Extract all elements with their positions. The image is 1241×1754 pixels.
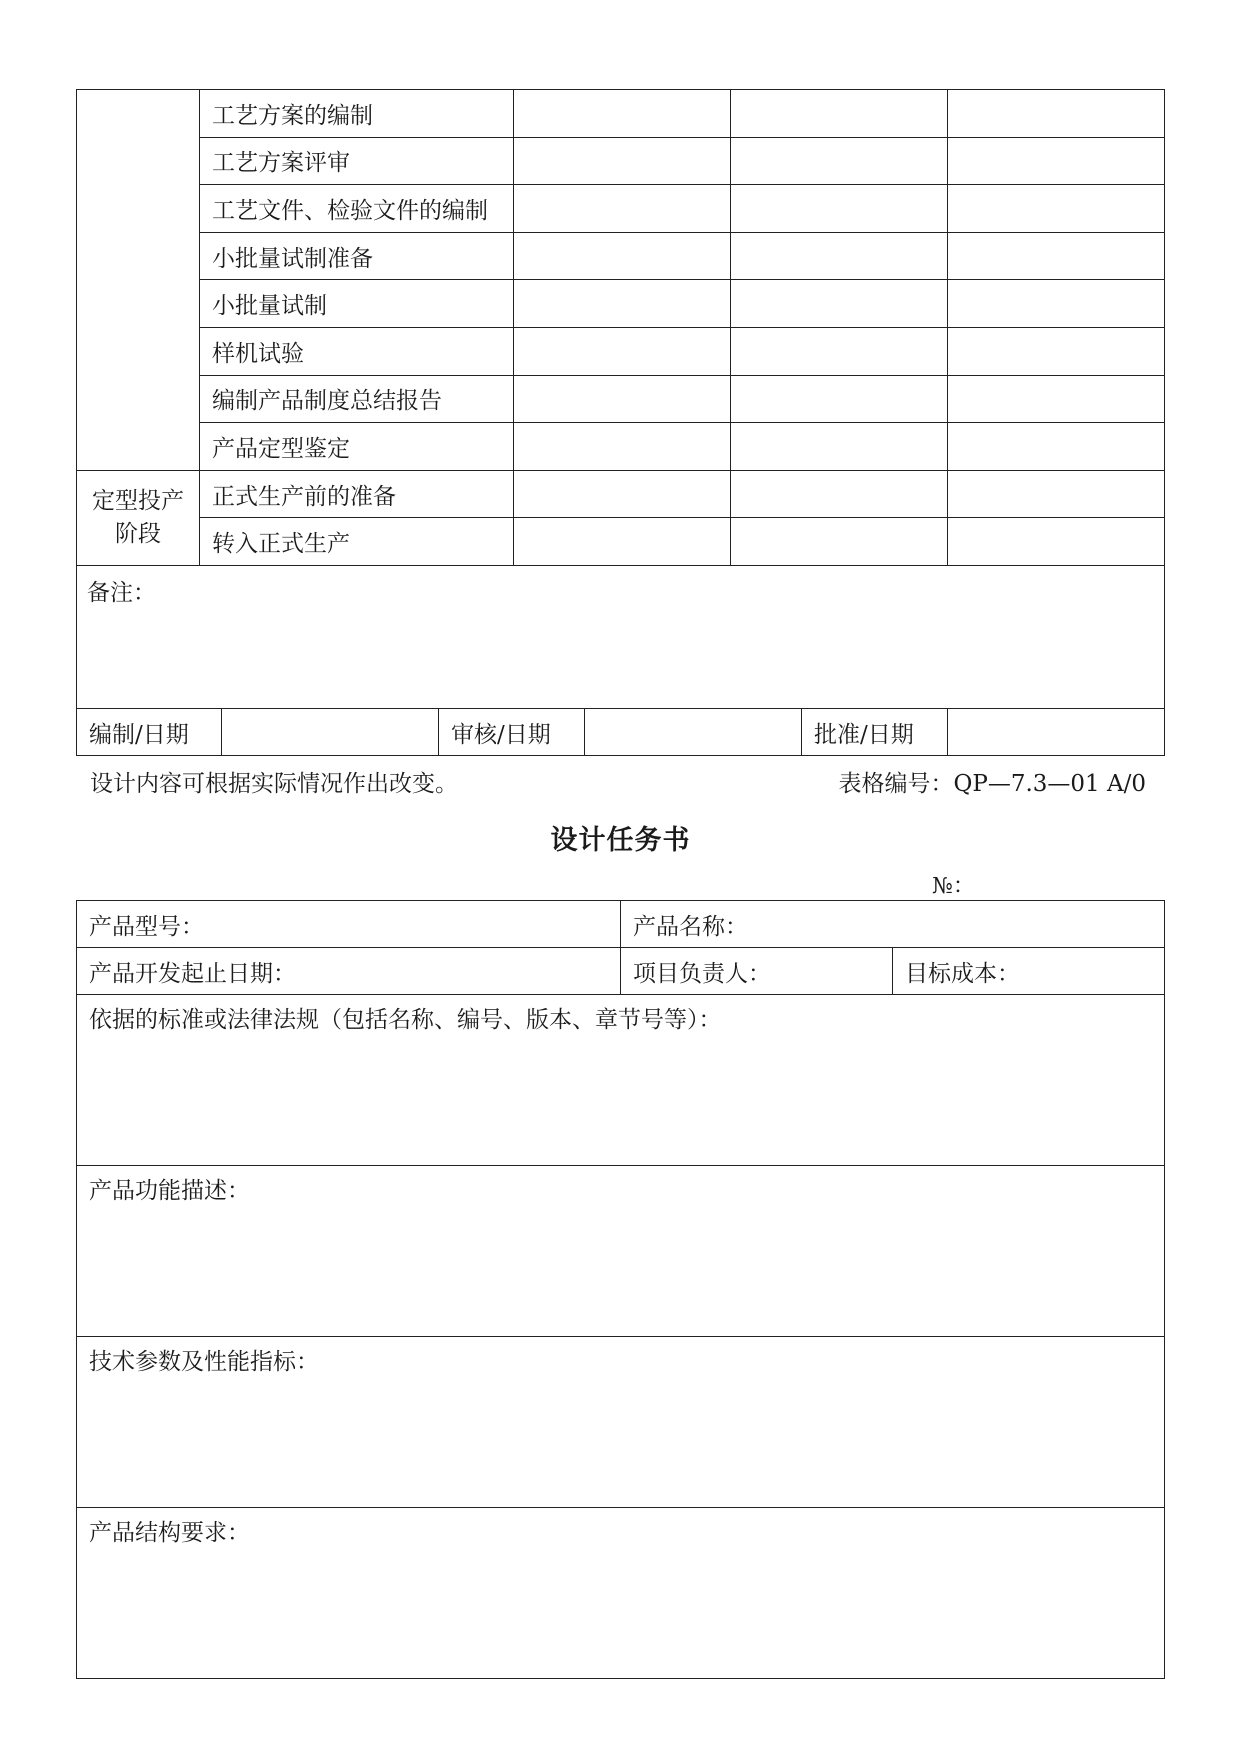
- input-cell[interactable]: [948, 375, 1165, 423]
- project-lead-field[interactable]: [621, 948, 893, 995]
- input-cell[interactable]: [514, 137, 731, 185]
- form-number: 表格编号：QP—7.3—01 A/0: [838, 771, 1146, 797]
- input-cell[interactable]: [948, 423, 1165, 471]
- reviewed-input[interactable]: [585, 709, 802, 756]
- input-cell[interactable]: [948, 327, 1165, 375]
- table-row: [77, 1337, 1165, 1508]
- target-cost-label: 目标成本：: [905, 960, 1020, 987]
- table-row: [77, 518, 1165, 566]
- table-row: [77, 375, 1165, 423]
- input-cell[interactable]: [948, 518, 1165, 566]
- input-cell[interactable]: [514, 185, 731, 233]
- input-cell[interactable]: [948, 470, 1165, 518]
- input-cell[interactable]: [514, 470, 731, 518]
- table-row: [77, 948, 1165, 995]
- input-cell[interactable]: [731, 185, 948, 233]
- remarks-label: 备注：: [87, 579, 156, 606]
- page-title: 设计任务书: [550, 825, 691, 856]
- task-label: 产品定型鉴定: [200, 423, 514, 471]
- task-label: 转入正式生产: [200, 518, 514, 566]
- task-label: 小批量试制: [200, 280, 514, 328]
- table-row: [77, 901, 1165, 948]
- remarks-row: [77, 565, 1165, 708]
- footnote-text: 设计内容可根据实际情况作出改变。: [90, 771, 458, 797]
- project-lead-label: 项目负责人：: [633, 960, 771, 987]
- table-row: [77, 1166, 1165, 1337]
- table-row: [77, 232, 1165, 280]
- input-cell[interactable]: [948, 90, 1165, 138]
- task-book-table: [76, 900, 1165, 1679]
- task-label: 样机试验: [200, 327, 514, 375]
- schedule-table: [76, 89, 1165, 709]
- table-row: [77, 709, 1165, 756]
- input-cell[interactable]: [948, 232, 1165, 280]
- product-model-field[interactable]: [77, 901, 621, 948]
- stage-label-text: 定型投产阶段: [92, 487, 184, 547]
- task-label: 工艺方案评审: [200, 137, 514, 185]
- product-name-field[interactable]: [621, 901, 1165, 948]
- table-row: [77, 280, 1165, 328]
- product-model-label: 产品型号：: [89, 913, 204, 940]
- table-row: [77, 185, 1165, 233]
- target-cost-field[interactable]: [893, 948, 1165, 995]
- number-label: №：: [932, 874, 975, 899]
- function-desc-field[interactable]: [77, 1166, 1165, 1337]
- input-cell[interactable]: [731, 470, 948, 518]
- input-cell[interactable]: [948, 185, 1165, 233]
- dev-dates-field[interactable]: [77, 948, 621, 995]
- function-desc-label: 产品功能描述：: [89, 1178, 250, 1204]
- approved-label: 批准/日期: [802, 709, 948, 756]
- table-row: [77, 137, 1165, 185]
- input-cell[interactable]: [731, 518, 948, 566]
- table-row: [77, 327, 1165, 375]
- dev-dates-label: 产品开发起止日期：: [89, 960, 296, 987]
- input-cell[interactable]: [514, 423, 731, 471]
- input-cell[interactable]: [731, 280, 948, 328]
- input-cell[interactable]: [514, 375, 731, 423]
- input-cell[interactable]: [514, 232, 731, 280]
- table-row: [77, 470, 1165, 518]
- prepared-label: 编制/日期: [77, 709, 222, 756]
- tech-params-label: 技术参数及性能指标：: [89, 1349, 319, 1375]
- task-label: 编制产品制度总结报告: [200, 375, 514, 423]
- input-cell[interactable]: [514, 518, 731, 566]
- input-cell[interactable]: [731, 423, 948, 471]
- table-row: [77, 1508, 1165, 1679]
- task-label: 工艺文件、检验文件的编制: [200, 185, 514, 233]
- stage-label-production: [77, 470, 200, 565]
- input-cell[interactable]: [731, 232, 948, 280]
- tech-params-field[interactable]: [77, 1337, 1165, 1508]
- task-label: 工艺方案的编制: [200, 90, 514, 138]
- table-row: [77, 90, 1165, 138]
- input-cell[interactable]: [514, 90, 731, 138]
- input-cell[interactable]: [948, 137, 1165, 185]
- standards-field[interactable]: [77, 995, 1165, 1166]
- input-cell[interactable]: [731, 90, 948, 138]
- table-row: [77, 423, 1165, 471]
- task-label: 正式生产前的准备: [200, 470, 514, 518]
- structure-req-field[interactable]: [77, 1508, 1165, 1679]
- task-label: 小批量试制准备: [200, 232, 514, 280]
- remarks-field[interactable]: [77, 565, 1165, 708]
- input-cell[interactable]: [948, 280, 1165, 328]
- input-cell[interactable]: [731, 137, 948, 185]
- table-row: [77, 995, 1165, 1166]
- input-cell[interactable]: [731, 375, 948, 423]
- prepared-input[interactable]: [222, 709, 439, 756]
- input-cell[interactable]: [514, 280, 731, 328]
- stage-cell-empty: [77, 90, 200, 471]
- standards-label: 依据的标准或法律法规（包括名称、编号、版本、章节号等）：: [89, 1007, 722, 1033]
- signature-table: [76, 708, 1165, 756]
- structure-req-label: 产品结构要求：: [89, 1520, 250, 1546]
- approved-input[interactable]: [948, 709, 1165, 756]
- reviewed-label: 审核/日期: [439, 709, 585, 756]
- input-cell[interactable]: [731, 327, 948, 375]
- input-cell[interactable]: [514, 327, 731, 375]
- product-name-label: 产品名称：: [633, 913, 748, 940]
